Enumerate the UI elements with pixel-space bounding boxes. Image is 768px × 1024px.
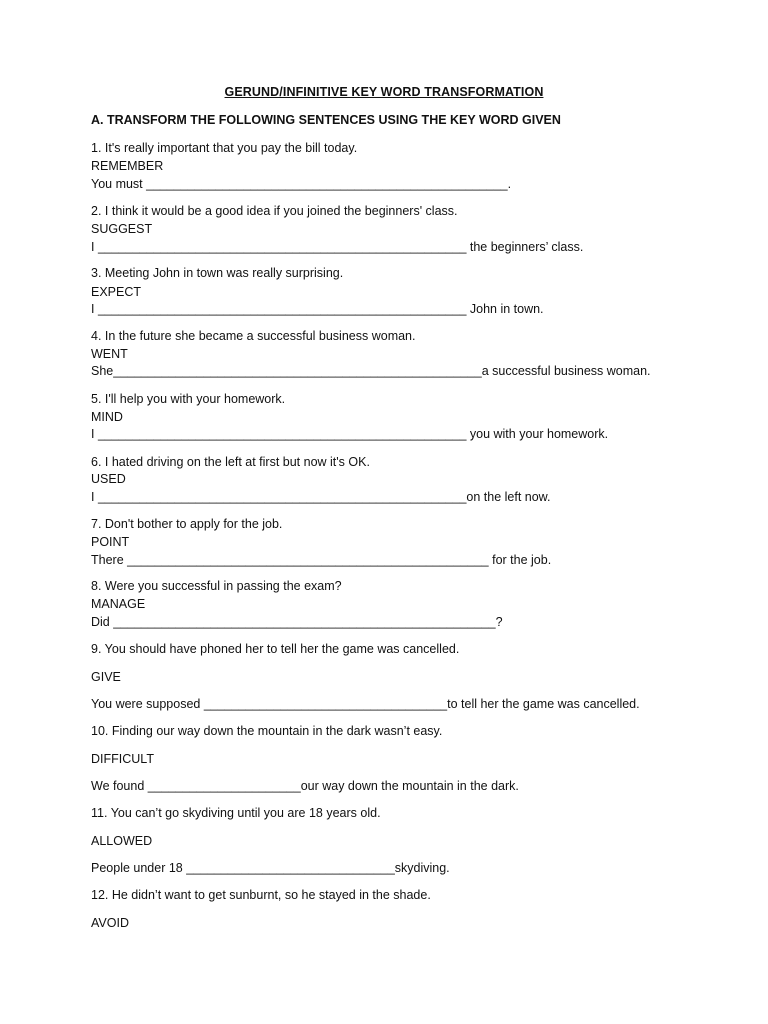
section-heading: A. TRANSFORM THE FOLLOWING SENTENCES USING THE KEY WORD GIVEN	[91, 113, 561, 127]
keyword-10: DIFFICULT	[91, 752, 154, 766]
keyword-2: SUGGEST	[91, 222, 153, 236]
question-7: 7. Don't bother to apply for the job.	[91, 517, 283, 531]
question-12: 12. He didn’t want to get sunburnt, so he stayed in the shade.	[91, 888, 431, 902]
answer-line-8: Did _______________________________________________________?	[91, 615, 503, 629]
question-5: 5. I'll help you with your homework.	[91, 392, 286, 406]
answer-line-11: People under 18 ______________________________skydiving.	[91, 861, 450, 875]
question-4: 4. In the future she became a successful business woman.	[91, 329, 416, 343]
question-11: 11. You can’t go skydiving until you are 18 years old.	[91, 806, 381, 820]
keyword-7: POINT	[91, 535, 130, 549]
keyword-1: REMEMBER	[91, 159, 164, 173]
keyword-9: GIVE	[91, 670, 121, 684]
answer-line-5: I _____________________________________________________ you with your homework.	[91, 427, 609, 441]
page-title: GERUND/INFINITIVE KEY WORD TRANSFORMATION	[224, 85, 544, 99]
question-1: 1. It's really important that you pay the bill today.	[91, 141, 358, 155]
answer-line-3: I _____________________________________________________ John in town.	[91, 302, 544, 316]
keyword-5: MIND	[91, 410, 123, 424]
question-3: 3. Meeting John in town was really surprising.	[91, 266, 344, 280]
answer-line-10: We found ______________________our way down the mountain in the dark.	[91, 779, 519, 793]
keyword-11: ALLOWED	[91, 834, 153, 848]
answer-line-9: You were supposed ___________________________________to tell her the game was cancelled.	[91, 697, 640, 711]
question-6: 6. I hated driving on the left at first but now it's OK.	[91, 455, 370, 469]
keyword-3: EXPECT	[91, 285, 142, 299]
question-9: 9. You should have phoned her to tell her the game was cancelled.	[91, 642, 460, 656]
keyword-6: USED	[91, 472, 126, 486]
question-10: 10. Finding our way down the mountain in the dark wasn’t easy.	[91, 724, 443, 738]
question-2: 2. I think it would be a good idea if you joined the beginners' class.	[91, 204, 458, 218]
keyword-8: MANAGE	[91, 597, 146, 611]
answer-line-1: You must ____________________________________________________.	[91, 177, 512, 191]
answer-line-4: She_____________________________________________________a successful business woman.	[91, 364, 651, 378]
answer-line-6: I _____________________________________________________on the left now.	[91, 490, 551, 504]
keyword-4: WENT	[91, 347, 128, 361]
question-8: 8. Were you successful in passing the exam?	[91, 579, 342, 593]
keyword-12: AVOID	[91, 916, 129, 930]
answer-line-2: I _____________________________________________________ the beginners’ class.	[91, 240, 584, 254]
answer-line-7: There ____________________________________________________ for the job.	[91, 553, 552, 567]
